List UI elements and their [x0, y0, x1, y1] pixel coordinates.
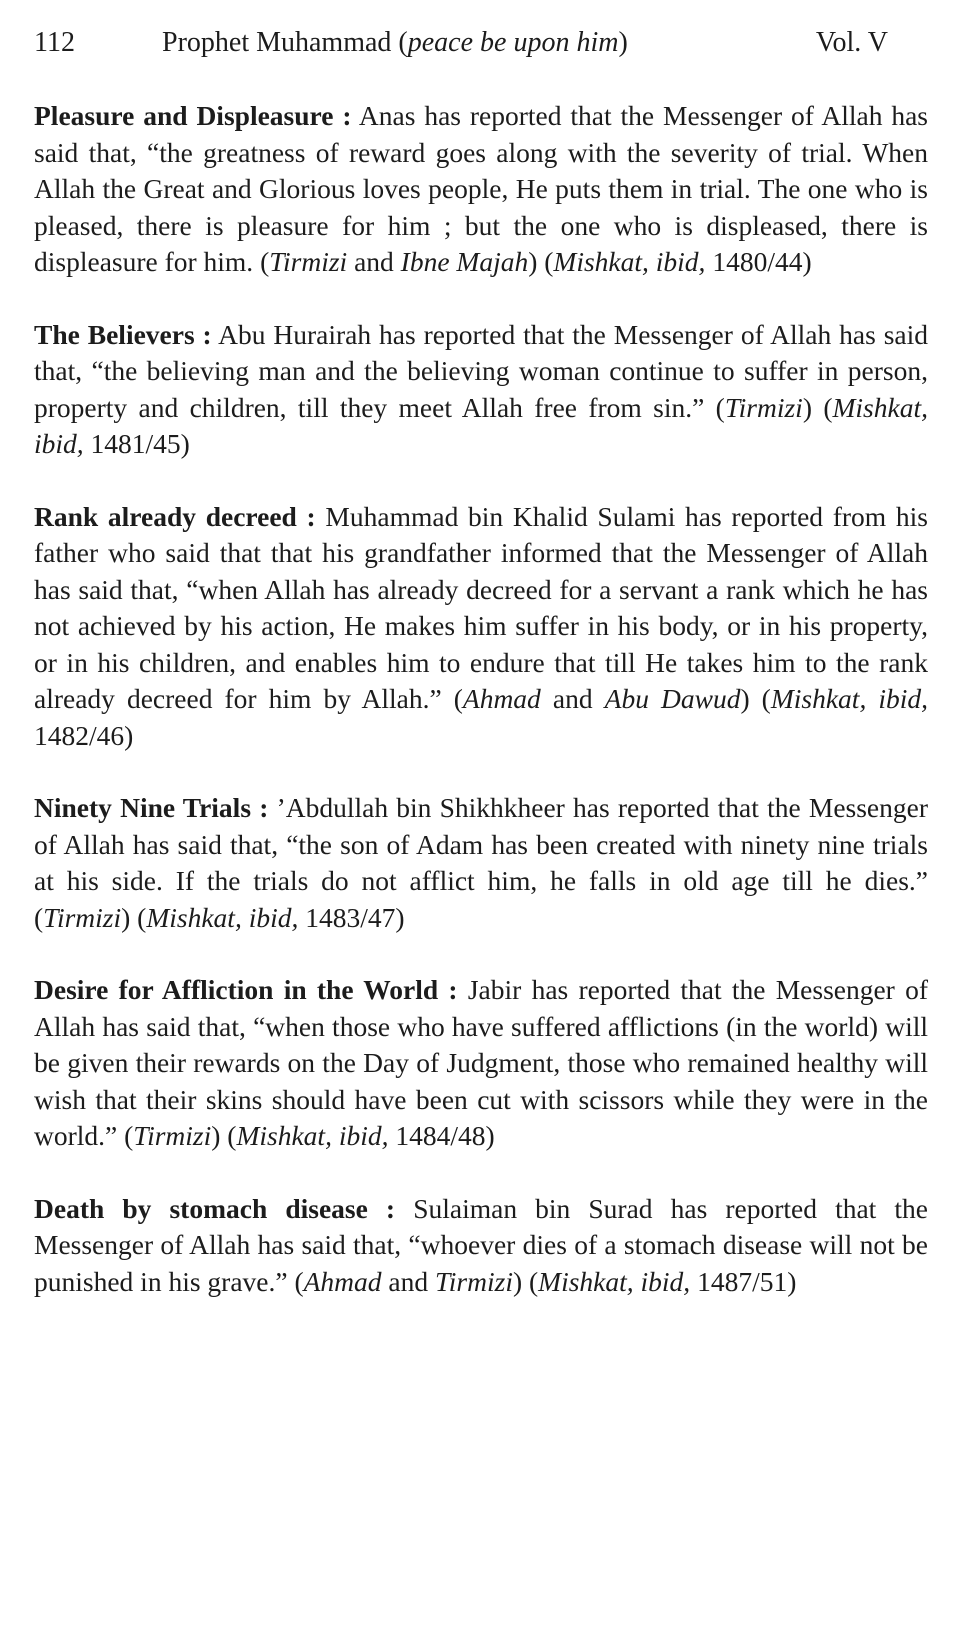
entry-text: Anas has reported that the Messenger of Allah has said that, “the greatness of reward goes along with the severity of trial. When Allah the Great and Glorious loves people, He puts them in trial. The one who is pleased, there is pleasure for him ; but the one who is displeased, there is displeasure for him.: [34, 100, 929, 277]
entry-ref-and: and: [388, 1265, 429, 1297]
entry-source: Mishkat, ibid,: [34, 391, 928, 459]
entry-ref: Ahmad: [462, 683, 541, 714]
entry-ref-and: and: [552, 683, 593, 714]
entry-ref: Tirmizi: [435, 1265, 513, 1297]
entry-number: 1481/45: [90, 428, 181, 459]
entry-text: Sulaiman bin Surad has reported that the Messenger of Allah has said that, “whoever dies of a stomach disease will not be punished in his grave.”: [34, 1192, 928, 1297]
hadith-entry: Ninety Nine Trials : ’Abdullah bin Shikhkheer has reported that the Messenger of Allah has said that, “the son of Adam has been created with ninety nine trials at his side. If the trials do not afflict him, he falls in old age till he dies.” (Tirmizi) (Mishkat, ibid, 1483/47): [34, 792, 929, 933]
entry-number: 1487/51: [697, 1265, 788, 1297]
entry-number: 1483/47: [305, 901, 396, 933]
entry-source: Mishkat, ibid,: [236, 1120, 389, 1151]
entry-source: Mishkat, ibid,: [770, 683, 929, 714]
hadith-entry: Death by stomach disease : Sulaiman bin Surad has reported that the Messenger of Allah has said that, “whoever dies of a stomach disease will not be punished in his grave.” (Ahmad and Tirmizi) (Mishkat, ibid, 1487/51): [34, 1192, 928, 1297]
hadith-entry: The Believers : Abu Hurairah has reported that the Messenger of Allah has said that, “the believing man and the believing woman continue to suffer in person, property and children, till they meet Allah free from sin.” (Tirmizi) (Mishkat, ibid, 1481/45): [34, 318, 928, 459]
hadith-entry: Desire for Affliction in the World : Jabir has reported that the Messenger of Allah has said that, “when those who have suffered afflictions (in the world) will be given their rewards on the Day of Judgment, those who remained healthy will wish that their skins should have been cut with scissors while they were in the world.” (Tirmizi) (Mishkat, ibid, 1484/48): [34, 974, 928, 1151]
running-title: Prophet Muhammad (peace be upon him): [162, 27, 628, 58]
entry-ref: Tirmizi: [269, 246, 348, 277]
entry-number: 1480/44: [712, 246, 803, 277]
entry-source: Mishkat, ibid,: [538, 1265, 691, 1297]
entry-ref: Ibne Majah: [400, 246, 529, 277]
volume-label: Vol. V: [815, 27, 888, 58]
entry-source: Mishkat, ibid,: [146, 901, 299, 933]
page-number: 112: [34, 27, 75, 58]
running-title-italic: peace be upon him: [407, 27, 619, 58]
entry-number: 1482/46: [34, 719, 125, 751]
entry-ref-and: and: [354, 246, 394, 277]
entry-ref: Tirmizi: [724, 391, 803, 423]
entry-number: 1484/48: [395, 1120, 486, 1151]
entry-heading: Pleasure and Displeasure :: [34, 100, 352, 131]
page-header: [34, 26, 928, 60]
entry-text: Abu Hurairah has reported that the Messenger of Allah has said that, “the believing man and the believing woman continue to suffer in person, property and children, till they meet Allah free from sin.”: [34, 318, 928, 423]
entry-ref: Tirmizi: [43, 901, 122, 933]
entry-text: Jabir has reported that the Messenger of Allah has said that, “when those who have suffered afflictions (in the world) will be given their rewards on the Day of Judgment, those who remained healthy will wish that their skins should have been cut with scissors while they were in the world.”: [34, 974, 928, 1151]
entry-heading: Death by stomach disease :: [34, 1192, 396, 1224]
entry-ref: Abu Dawud: [604, 683, 741, 714]
entry-text: ’Abdullah bin Shikhkheer has reported that the Messenger of Allah has said that, “the son of Adam has been created with ninety nine trials at his side. If the trials do not afflict him, he falls in old age till he dies.”: [34, 792, 929, 896]
running-title-text: Prophet Muhammad: [162, 27, 392, 58]
entry-heading: Rank already decreed :: [34, 500, 316, 532]
entry-text: Muhammad bin Khalid Sulami has reported from his father who said that that his grandfather informed that the Messenger of Allah has said that, “when Allah has already decreed for a servant a rank which he has not achieved by his action, He makes him suffer in his body, or in his property, or in his children, and enables him to endure that till He takes him to the rank already decreed for him by Allah.”: [34, 500, 928, 714]
entry-heading: Ninety Nine Trials :: [34, 792, 269, 823]
entry-ref: Ahmad: [303, 1265, 382, 1297]
hadith-entry: Rank already decreed : Muhammad bin Khalid Sulami has reported from his father who said that that his grandfather informed that the Messenger of Allah has said that, “when Allah has already decreed for a servant a rank which he has not achieved by his action, He makes him suffer in his body, or in his property, or in his children, and enables him to endure that till He takes him to the rank already decreed for him by Allah.” (Ahmad and Abu Dawud) (Mishkat, ibid, 1482/46): [34, 500, 929, 751]
hadith-entry: Pleasure and Displeasure : Anas has reported that the Messenger of Allah has said that, “the greatness of reward goes along with the severity of trial. When Allah the Great and Glorious loves people, He puts them in trial. The one who is pleased, there is pleasure for him ; but the one who is displeased, there is displeasure for him. (Tirmizi and Ibne Majah) (Mishkat, ibid, 1480/44): [34, 100, 929, 277]
entry-heading: The Believers :: [34, 318, 212, 350]
entry-source: Mishkat, ibid,: [553, 246, 706, 277]
entry-heading: Desire for Affliction in the World :: [34, 974, 458, 1005]
entry-ref: Tirmizi: [133, 1120, 212, 1151]
